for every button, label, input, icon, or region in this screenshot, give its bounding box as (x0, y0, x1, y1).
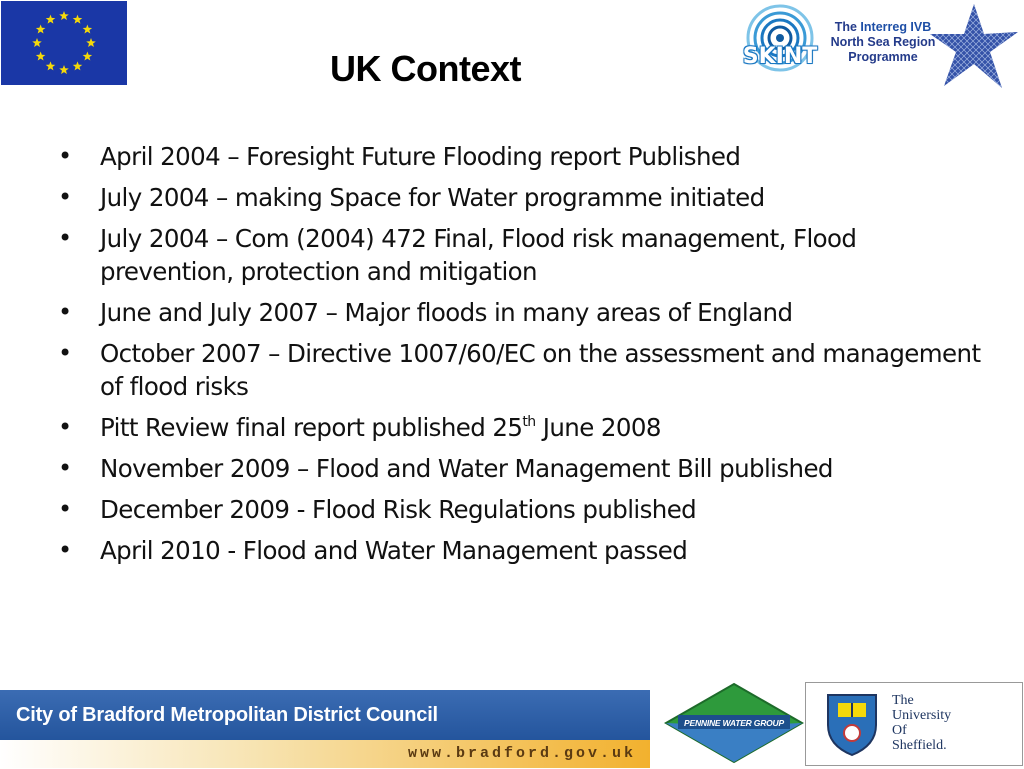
sheffield-line-2: University (892, 708, 952, 723)
bradford-url: www.bradford.gov.uk (407, 745, 636, 762)
skint-logo-text: SKINT (742, 44, 818, 69)
eu-star-icon (73, 15, 83, 24)
eu-star-icon (59, 65, 69, 74)
interreg-logo-text (828, 20, 938, 65)
bullet-dot: • (58, 339, 72, 367)
interreg-starfish-logo (928, 2, 1020, 92)
bullet-dot: • (58, 224, 72, 252)
bullet-item (56, 140, 986, 173)
eu-star-icon (32, 38, 42, 47)
eu-star-icon (46, 61, 56, 70)
bullet-text: October 2007 – Directive 1007/60/EC on the assessment and management of flood risks (100, 339, 981, 401)
interreg-line-3: Programme (848, 50, 918, 64)
pennine-logo-text: PENNINE WATER GROUP (684, 718, 784, 728)
bullet-item (56, 181, 986, 214)
bullet-text: December 2009 - Flood Risk Regulations published (100, 495, 697, 524)
bullet-text: July 2004 – Com (2004) 472 Final, Flood risk management, Flood prevention, protection and mitigation (100, 224, 857, 286)
bradford-banner-top (0, 690, 650, 740)
bullet-dot: • (58, 454, 72, 482)
bullet-text: Pitt Review final report published 25 (100, 413, 523, 442)
bullet-text: July 2004 – making Space for Water programme initiated (100, 183, 765, 212)
bullet-text: June and July 2007 – Major floods in many areas of England (100, 298, 793, 327)
eu-star-icon (73, 61, 83, 70)
sheffield-line-3: Of (892, 723, 907, 738)
bullet-text: April 2004 – Foresight Future Flooding report Published (100, 142, 741, 171)
context-bullet-list (56, 140, 986, 575)
bullet-dot: • (58, 142, 72, 170)
bullet-dot: • (58, 536, 72, 564)
eu-star-icon (36, 25, 46, 34)
bullet-item (56, 337, 986, 403)
starfish-icon (928, 2, 1020, 92)
bullet-superscript: th (522, 414, 536, 430)
bullet-dot: • (58, 495, 72, 523)
skint-logo (738, 4, 822, 80)
eu-star-icon (46, 15, 56, 24)
eu-star-icon (83, 25, 93, 34)
interreg-prefix: The (834, 20, 861, 34)
eu-flag-icon (1, 1, 127, 85)
bullet-text: November 2009 – Flood and Water Management Bill published (100, 454, 833, 483)
bullet-item (56, 452, 986, 485)
eu-flag-logo (1, 1, 127, 85)
bullet-dot: • (58, 298, 72, 326)
bradford-council-banner (0, 690, 650, 768)
bullet-dot: • (58, 183, 72, 211)
bullet-text: April 2010 - Flood and Water Management passed (100, 536, 688, 565)
sheffield-logo-text (892, 693, 951, 753)
eu-star-icon (36, 52, 46, 61)
eu-star-icon (83, 52, 93, 61)
sheffield-line-1: The (892, 693, 914, 708)
bullet-item (56, 411, 986, 444)
eu-star-icon (59, 11, 69, 20)
bullet-item (56, 493, 986, 526)
bradford-banner-bottom (0, 740, 650, 768)
interreg-line-2: North Sea Region (830, 35, 936, 49)
eu-star-icon (86, 38, 96, 47)
interreg-line-1 (828, 20, 938, 35)
page-title: UK Context (330, 48, 521, 89)
bullet-dot: • (58, 413, 72, 441)
pennine-water-group-logo (664, 682, 804, 764)
bullet-text-tail: June 2008 (535, 413, 661, 442)
sheffield-line-4: Sheffield. (892, 738, 947, 753)
bullet-item (56, 296, 986, 329)
bullet-item (56, 222, 986, 288)
bullet-item (56, 534, 986, 567)
university-of-sheffield-logo (805, 682, 1023, 766)
bradford-council-name: City of Bradford Metropolitan District Council (16, 704, 438, 726)
sheffield-crest-icon (824, 691, 880, 757)
interreg-highlight: Interreg IVB (860, 20, 932, 34)
